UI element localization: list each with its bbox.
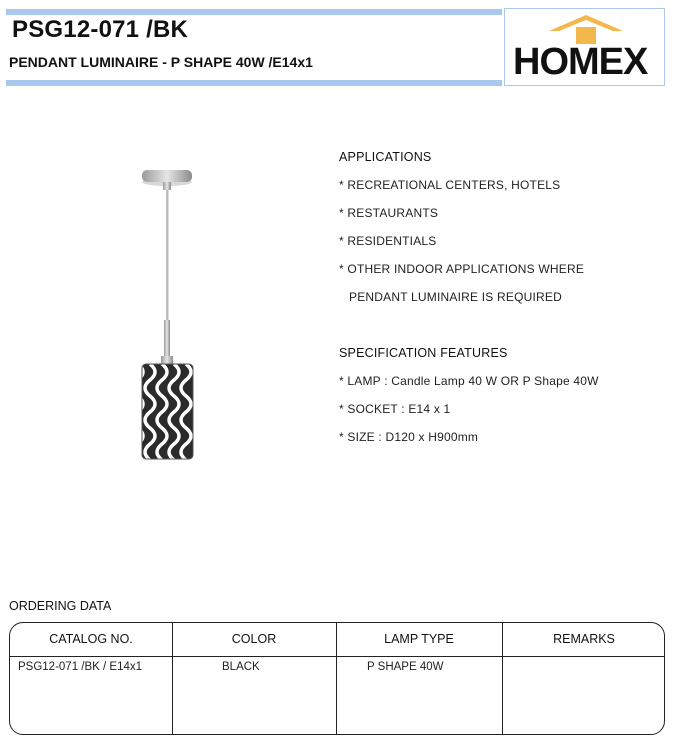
application-item: * RECREATIONAL CENTERS, HOTELS xyxy=(339,178,561,192)
homex-logo xyxy=(504,8,665,86)
column-header-color: COLOR xyxy=(231,632,277,646)
cell-lamp-type: P SHAPE 40W xyxy=(367,661,444,673)
product-code-title: PSG12-071 /BK xyxy=(12,16,189,43)
specification-heading: SPECIFICATION FEATURES xyxy=(339,346,508,360)
application-item: * RESTAURANTS xyxy=(339,206,439,220)
application-item: * OTHER INDOOR APPLICATIONS WHERE xyxy=(339,262,585,276)
column-header-remarks: REMARKS xyxy=(553,632,615,646)
spec-socket: * SOCKET : E14 x 1 xyxy=(339,402,451,416)
ordering-table xyxy=(9,622,665,735)
column-header-catalog: CATALOG NO. xyxy=(49,632,133,646)
application-item-continued: PENDANT LUMINAIRE IS REQUIRED xyxy=(349,290,562,304)
header-top-bar xyxy=(6,9,502,15)
pendant-lamp-image xyxy=(130,160,210,465)
column-header-lamp-type: LAMP TYPE xyxy=(384,632,454,646)
spec-size: * SIZE : D120 x H900mm xyxy=(339,430,479,444)
cell-color: BLACK xyxy=(222,661,260,673)
header-divider xyxy=(10,656,664,657)
logo-wordmark: HOMEX xyxy=(513,41,648,83)
ordering-data-title: ORDERING DATA xyxy=(9,599,112,613)
cell-catalog-no: PSG12-071 /BK / E14x1 xyxy=(18,661,143,673)
product-subtitle: PENDANT LUMINAIRE - P SHAPE 40W /E14x1 xyxy=(9,54,313,70)
application-item: * RESIDENTIALS xyxy=(339,234,437,248)
applications-heading: APPLICATIONS xyxy=(339,150,432,164)
spec-lamp: * LAMP : Candle Lamp 40 W OR P Shape 40W xyxy=(339,374,599,388)
header-bottom-bar xyxy=(6,80,502,86)
